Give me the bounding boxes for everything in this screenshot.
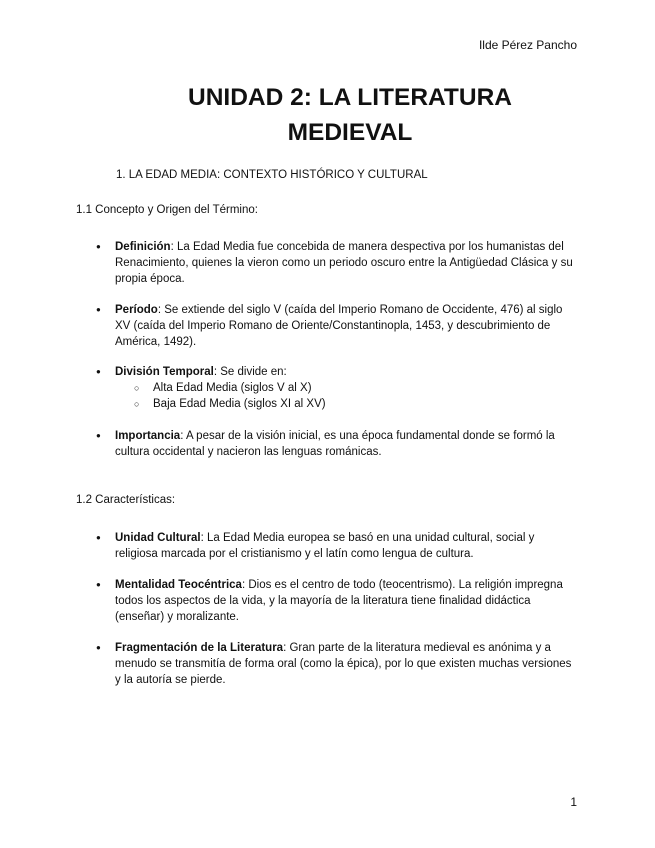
author-name: Ilde Pérez Pancho	[478, 38, 577, 52]
list-item-term: Unidad Cultural	[115, 532, 201, 544]
page-title-line-2: MEDIEVAL	[287, 119, 413, 146]
list-item-text: : Gran parte de la literatura medieval es anónima y a menudo se transmitía de forma oral (como la épica), por lo que existen muchas versiones y la autoría se pierde.	[115, 642, 572, 686]
list-item-text: : Se extiende del siglo V (caída del Imperio Romano de Occidente, 476) al siglo XV (caída del Imperio Romano de Oriente/Constantinopla, 1453, y descubrimiento de América, 1492).	[115, 304, 563, 348]
list-item-term: Importancia	[115, 430, 181, 442]
page-number: 1	[570, 795, 577, 809]
list-item-division-temporal	[115, 364, 580, 412]
list-item-mentalidad-teocentrica	[115, 577, 580, 625]
sublist	[115, 380, 580, 412]
page-title	[0, 80, 655, 150]
page-title-line-1: UNIDAD 2: LA LITERATURA	[188, 84, 512, 111]
list-item-term: Fragmentación de la Literatura	[115, 642, 284, 654]
list-item-text: : Dios es el centro de todo (teocentrismo). La religión impregna todos los aspectos de la vida, y la mayoría de la literatura tiene finalidad didáctica (enseñar) y moralizante.	[115, 579, 563, 623]
subsection-heading-1-1: 1.1 Concepto y Origen del Término:	[76, 204, 258, 216]
section-heading: 1. LA EDAD MEDIA: CONTEXTO HISTÓRICO Y CULTURAL	[116, 169, 428, 181]
list-item-unidad-cultural	[115, 530, 580, 562]
list-item-term: División Temporal	[115, 366, 214, 378]
list-item-fragmentacion	[115, 640, 580, 688]
list-item-periodo	[115, 302, 580, 350]
list-item-text: : La Edad Media fue concebida de manera despectiva por los humanistas del Renacimiento, quienes la vieron como un periodo oscuro entre la Antigüedad Clásica y su propia época.	[115, 241, 573, 285]
list-item-text: : La Edad Media europea se basó en una unidad cultural, social y religiosa marcada por el cristianismo y el latín como lengua de cultura.	[115, 532, 535, 560]
list-item-importancia	[115, 428, 580, 460]
list-item-text: : A pesar de la visión inicial, es una época fundamental donde se formó la cultura occidental y nacieron las lenguas románicas.	[115, 430, 555, 458]
subsection-heading-1-2: 1.2 Características:	[76, 494, 176, 506]
list-item-term: Mentalidad Teocéntrica	[115, 579, 242, 591]
list-item-text: : Se divide en:	[213, 366, 287, 378]
sublist-item: ○ Alta Edad Media (siglos V al X)	[115, 380, 580, 396]
list-item-term: Período	[115, 304, 158, 316]
sublist-item: ○ Baja Edad Media (siglos XI al XV)	[115, 396, 580, 412]
list-item-term: Definición	[115, 241, 171, 253]
list-item-definicion	[115, 239, 580, 287]
